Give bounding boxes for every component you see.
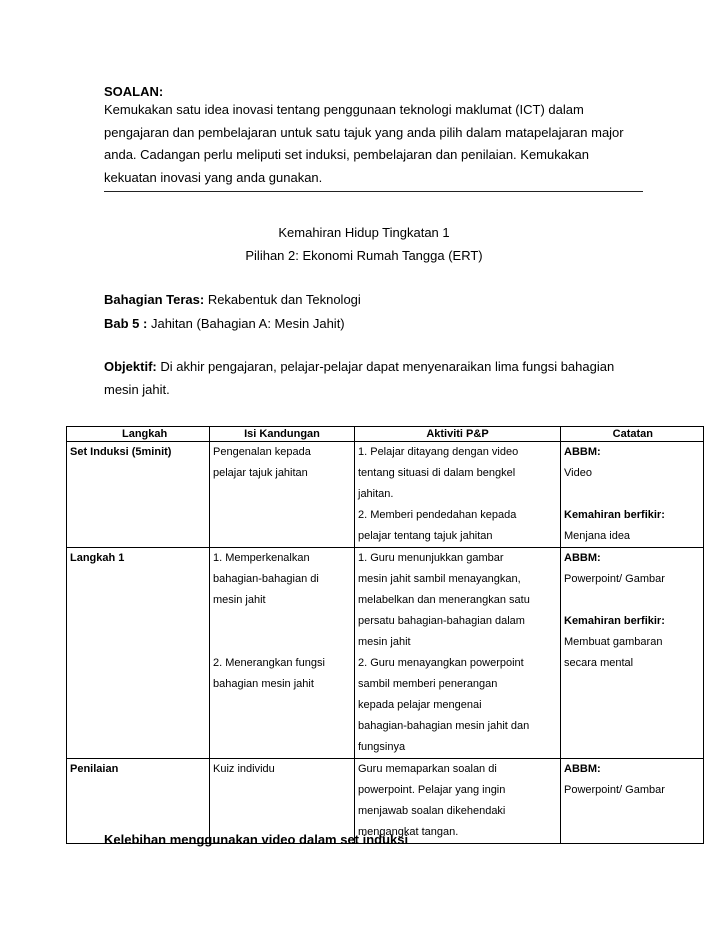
core-label: Bahagian Teras: <box>104 292 205 307</box>
question-label: SOALAN: <box>104 84 164 99</box>
content-cell: 1. Memperkenalkan bahagian-bahagian di mesin jahit 2. Menerangkan fungsi bahagian mesin jahit <box>210 548 355 759</box>
subject-option: Pilihan 2: Ekonomi Rumah Tangga (ERT) <box>245 248 483 263</box>
notes-cell: ABBM: Video Kemahiran berfikir: Menjana idea <box>561 442 704 548</box>
activity-cell: 1. Pelajar ditayang dengan video tentang situasi di dalam bengkel jahitan. 2. Memberi pendedahan kepada pelajar tentang tajuk jahitan <box>355 442 561 548</box>
core-value: Rekabentuk dan Teknologi <box>207 292 361 307</box>
chapter-value: Jahitan (Bahagian A: Mesin Jahit) <box>150 316 345 331</box>
question-line: Kemukakan satu idea inovasi tentang penggunaan teknologi maklumat (ICT) dalam <box>104 102 584 117</box>
question-line: pengajaran dan pembelajaran untuk satu tajuk yang anda pilih dalam matapelajaran major <box>104 124 624 140</box>
notes-cell: ABBM: Powerpoint/ Gambar Kemahiran berfikir: Membuat gambaran secara mental <box>561 548 704 759</box>
core-section <box>104 292 361 307</box>
objective-text-cont: mesin jahit. <box>104 381 170 397</box>
question-text <box>104 99 641 189</box>
content-cell: Kuiz individu <box>210 759 355 844</box>
objective <box>104 356 641 401</box>
lesson-plan-table <box>66 426 704 844</box>
objective-label: Objektif: <box>104 359 157 374</box>
question-line: anda. Cadangan perlu meliputi set induksi, pembelajaran dan penilaian. Kemukakan <box>104 147 589 162</box>
objective-text: Di akhir pengajaran, pelajar-pelajar dapat menyenaraikan lima fungsi bahagian <box>160 359 615 374</box>
step-cell: Set Induksi (5minit) <box>67 442 210 548</box>
activity-cell: 1. Guru menunjukkan gambar mesin jahit sambil menayangkan, melabelkan dan menerangkan satu persatu bahagian-bahagian dalam mesin jahit 2. Guru menayangkan powerpoint sambil memberi penerangan kepada pelajar mengenai bahagian-bahagian mesin jahit dan fungsinya <box>355 548 561 759</box>
advantages-heading: Kelebihan menggunakan video dalam set induksi <box>104 832 409 847</box>
table-row <box>67 442 704 548</box>
step-cell: Langkah 1 <box>67 548 210 759</box>
step-cell: Penilaian <box>67 759 210 844</box>
header-catatan: Catatan <box>561 427 704 442</box>
content-cell: Pengenalan kepada pelajar tajuk jahitan <box>210 442 355 548</box>
table-header-row <box>67 427 704 442</box>
question-line: kekuatan inovasi yang anda gunakan. <box>104 169 323 185</box>
table-row <box>67 548 704 759</box>
header-isi: Isi Kandungan <box>210 427 355 442</box>
header-langkah: Langkah <box>67 427 210 442</box>
activity-cell: Guru memaparkan soalan di powerpoint. Pelajar yang ingin menjawab soalan dikehendaki mengangkat tangan. <box>355 759 561 844</box>
notes-cell: ABBM: Powerpoint/ Gambar <box>561 759 704 844</box>
question-divider <box>104 191 643 192</box>
subject-title: Kemahiran Hidup Tingkatan 1 <box>278 225 450 240</box>
table-row <box>67 759 704 844</box>
chapter-section <box>104 316 345 331</box>
header-aktiviti: Aktiviti P&P <box>355 427 561 442</box>
chapter-label: Bab 5 : <box>104 316 148 331</box>
